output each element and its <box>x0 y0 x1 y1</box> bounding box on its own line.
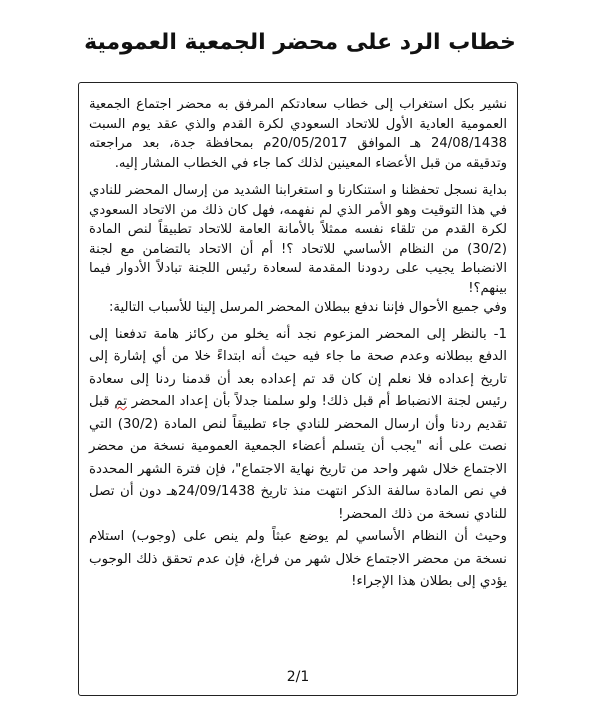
reason-point-2-text: وحيث أن النظام الأساسي لم يوضع عبثاً ولم ينص على (وجوب) استلام نسخة من محضر الاجتماع خلال شهر من فراغ، فإن عدم تحقق ذلك الوجوب يؤدي إلى بطلان هذا الإجراء! <box>89 529 507 589</box>
reasons-intro-paragraph: وفي جميع الأحوال فإننا ندفع ببطلان المحضر المرسل إلينا للأسباب التالية: <box>108 300 507 315</box>
intro-paragraph: نشير بكل استغراب إلى خطاب سعادتكم المرفق به محضر اجتماع الجمعية العمومية العادية الأول للاتحاد السعودي لكرة القدم والذي عقد يوم السبت 24/08/1438 هـ الموافق 20/05/2017م بمحافظة جدة، بعد مراجعته وتدقيقه من قبل الأعضاء المعينين لذلك كما جاء في الخطاب المشار إليه. <box>89 97 507 171</box>
reason-point-1 <box>89 324 507 527</box>
page-number: 2/1 <box>286 669 310 685</box>
reason-point-1-text-a: 1- بالنظر إلى المحضر المزعوم نجد أنه يخلو من ركائز هامة تدفعنا إلى الدفع ببطلانه وعدم صحة ما جاء فيه حيث أنه ابتداءً خلا من أي إشارة إلى تاريخ إعداده فلا نعلم إن كان قد تم إعداده بعد أن قدمنا ردنا إلى سعادة رئيس لجنة الانضباط أم قبل ذلك! ولو سلمنا جدلاً بأن إعداد المحضر <box>89 326 507 409</box>
objection-paragraph: بداية نسجل تحفظنا و استنكارنا و استغرابنا الشديد من إرسال المحضر للنادي في هذا التوقيت وهو الأمر الذي لم نفهمه، فهل كان ذلك من الاتحاد السعودي لكرة القدم من تلقاء نفسه ممثلاً بالأمانة العامة للاتحاد تطبيقاً لنص المادة (30/2) من النظام الأساسي للاتحاد ؟! أم أن الاتحاد بالتضامن مع لجنة الانضباط يجيب على ردودنا المقدمة لسعادة رئيس اللجنة تبادلاً الأدوار فيما بينهم؟! <box>89 183 507 296</box>
letter-body-frame <box>78 82 518 696</box>
document-title: خطاب الرد على محضر الجمعية العمومية <box>84 30 516 55</box>
reasons-list <box>89 324 507 594</box>
reason-point-1-flagged-word: تم <box>114 394 127 409</box>
reason-point-2 <box>89 526 507 594</box>
reason-point-1-text-b: قبل تقديم ردنا وأن ارسال المحضر للنادي جاء تطبيقاً لنص المادة (30/2) التي نصت على أنه "يجب أن يتسلم أعضاء الجمعية العمومية نسخة من محضر الاجتماع خلال شهر واحد من تاريخ نهاية الاجتماع"، فإن فترة الشهر المحددة في نص المادة سالفة الذكر انتهت منذ تاريخ 24/09/1438هـ دون أن تصل للنادي نسخة من ذلك المحضر! <box>89 394 507 522</box>
